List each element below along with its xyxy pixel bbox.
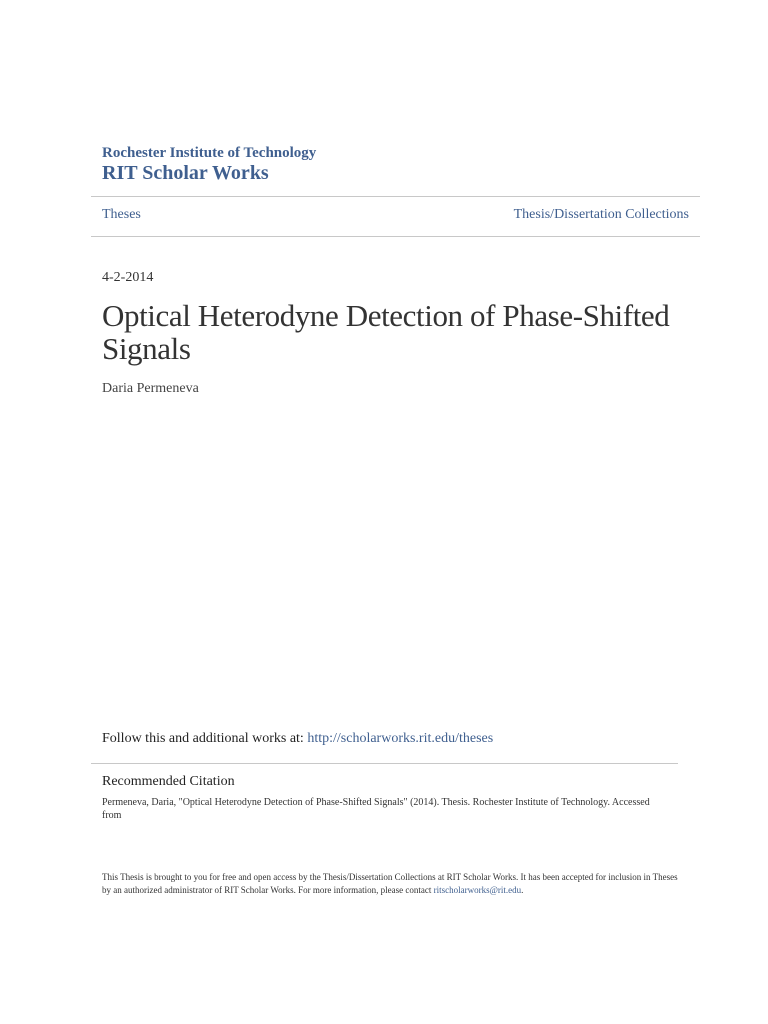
- contact-email-link[interactable]: ritscholarworks@rit.edu: [433, 885, 522, 895]
- notice-text: This Thesis is brought to you for free and open access by the Thesis/Dissertation Collections at RIT Scholar Works. It has been accepted for inclusion in Theses by an authorized administrator of RIT Scholar Works. For more information, please contact: [102, 872, 678, 895]
- collections-link[interactable]: Thesis/Dissertation Collections: [513, 207, 689, 222]
- citation-text: Permeneva, Daria, "Optical Heterodyne Detection of Phase-Shifted Signals" (2014). Thesis. Rochester Institute of Technology. Accessed from: [102, 797, 650, 821]
- access-notice: [102, 871, 682, 897]
- follow-text: Follow this and additional works at:: [102, 731, 308, 746]
- publication-date: 4-2-2014: [102, 270, 154, 285]
- repository-link[interactable]: RIT Scholar Works: [102, 162, 269, 184]
- theses-link[interactable]: Theses: [102, 207, 141, 222]
- citation-divider: [91, 763, 678, 764]
- theses-url-link[interactable]: http://scholarworks.rit.edu/theses: [307, 731, 494, 746]
- notice-end: .: [521, 885, 524, 895]
- header-divider-top: [91, 196, 700, 197]
- author-name: Daria Permeneva: [102, 381, 199, 396]
- institution-name: Rochester Institute of Technology: [102, 145, 317, 161]
- follow-line: [102, 731, 493, 747]
- header-divider-bottom: [91, 236, 700, 237]
- document-title: Optical Heterodyne Detection of Phase-Shifted Signals: [102, 298, 670, 366]
- citation-heading: Recommended Citation: [102, 774, 235, 789]
